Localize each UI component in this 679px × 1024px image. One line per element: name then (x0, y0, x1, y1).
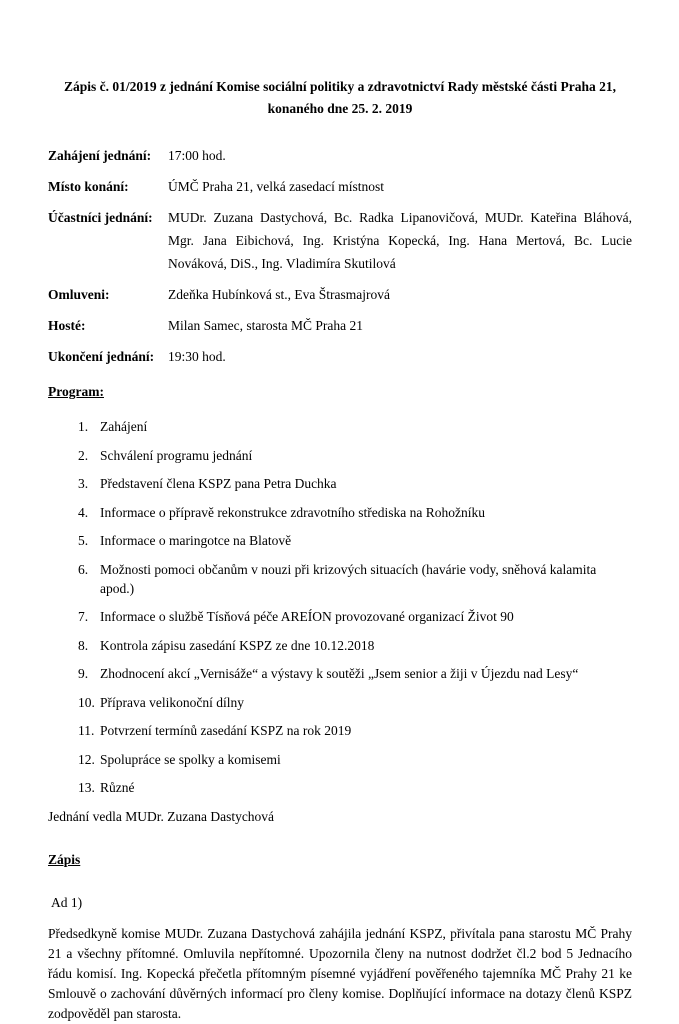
program-item-text: Schválení programu jednání (100, 447, 253, 463)
program-item (48, 636, 632, 655)
field-label: Omluveni: (48, 287, 110, 302)
program-item-number: 7. (78, 609, 89, 624)
program-item-text: Příprava velikonoční dílny (100, 694, 244, 710)
program-item (48, 607, 632, 626)
field-value: ÚMČ Praha 21, velká zasedací místnost (168, 179, 384, 194)
program-item-text: Zhodnocení akcí „Vernisáže“ a výstavy k soutěži „Jsem senior a žiji v Újezdu nad Lesy“ (100, 666, 579, 681)
program-item (48, 531, 632, 550)
program-item-number: 13. (78, 780, 95, 795)
program-item-text: Potvrzení termínů zasedání KSPZ na rok 2019 (100, 723, 352, 738)
program-item-number: 12. (78, 751, 95, 767)
field-label: Zahájení jednání: (48, 148, 152, 163)
chair-note: Jednání vedla MUDr. Zuzana Dastychová (48, 808, 275, 824)
field-row-start-time (48, 144, 632, 167)
document-title (48, 76, 632, 120)
field-value: 17:00 hod. (168, 148, 226, 163)
document-title-line2: konaného dne 25. 2. 2019 (267, 101, 413, 116)
program-item-text: Spolupráce se spolky a komisemi (100, 751, 281, 767)
program-item-number: 9. (78, 666, 89, 681)
program-item-number: 3. (78, 476, 89, 491)
field-value: Zdeňka Hubínková st., Eva Štrasmajrová (168, 287, 390, 302)
program-item-text: Informace o přípravě rekonstrukce zdravotního střediska na Rohožníku (100, 504, 485, 520)
program-item-text: Představení člena KSPZ pana Petra Duchka (100, 476, 337, 491)
program-item-text: Informace o službě Tísňová péče AREÍON provozované organizací Život 90 (100, 609, 514, 624)
ad1-paragraph: Předsedkyně komise MUDr. Zuzana Dastychová zahájila jednání KSPZ, přivítala pana starostu MČ Prahy 21 a všechny přítomné. Omluvila nepřítomné. Upozornila členy na nutnost dodržet čl.2 bod 5 Jednacího řádu komisí. Ing. Kopecká přečetla přítomným písemné vyjádření pověřeného tajemníka MČ Prahy 21 ke Smlouvě o zachování důvěrných informací pro členy komise. Doplňující informace na dotazy členů KSPZ zodpověděl pan starosta. (48, 925, 632, 1021)
field-label: Hosté: (48, 318, 86, 333)
program-item (48, 693, 632, 712)
program-item-number: 6. (78, 561, 89, 577)
program-item-text: Zahájení (100, 419, 148, 434)
ad1-label: Ad 1) (51, 894, 83, 910)
field-label: Místo konání: (48, 179, 129, 194)
program-item-text: Různé (100, 780, 135, 795)
program-item-number: 8. (78, 637, 89, 653)
program-item (48, 750, 632, 769)
field-row-excused (48, 283, 632, 306)
program-item-text: Možnosti pomoci občanům v nouzi při krizových situacích (havárie vody, sněhová kalamita apod.) (100, 561, 597, 596)
program-item (48, 721, 632, 740)
program-item (48, 446, 632, 465)
program-item-number: 5. (78, 533, 89, 548)
field-value: Milan Samec, starosta MČ Praha 21 (168, 318, 363, 333)
field-row-end-time (48, 345, 632, 368)
field-row-venue (48, 175, 632, 198)
field-label: Ukončení jednání: (48, 349, 155, 364)
field-label: Účastníci jednání: (48, 210, 153, 225)
field-value: 19:30 hod. (168, 349, 226, 364)
header-fields (48, 144, 632, 368)
zapis-heading: Zápis (48, 851, 81, 867)
program-item-number: 1. (78, 419, 89, 434)
program-item (48, 664, 632, 683)
program-heading: Program: (48, 384, 104, 399)
field-value: MUDr. Zuzana Dastychová, Bc. Radka Lipanovičová, MUDr. Kateřina Bláhová, Mgr. Jana Eibichová, Ing. Kristýna Kopecká, Ing. Hana Mertová, Bc. Lucie Nováková, DiS., Ing. Vladimíra Skutilová (168, 210, 632, 271)
program-list (48, 417, 632, 797)
program-item (48, 503, 632, 522)
program-item (48, 417, 632, 436)
program-item-text: Kontrola zápisu zasedání KSPZ ze dne 10.12.2018 (100, 637, 375, 653)
program-item (48, 474, 632, 493)
program-item (48, 778, 632, 797)
program-item-number: 4. (78, 504, 89, 520)
program-item-number: 11. (78, 723, 95, 738)
program-item (48, 560, 632, 598)
document-title-line1: Zápis č. 01/2019 z jednání Komise sociální politiky a zdravotnictví Rady městské části Praha 21, (64, 79, 616, 94)
program-item-text: Informace o maringotce na Blatově (100, 533, 292, 548)
field-row-guests (48, 314, 632, 337)
program-item-number: 10. (78, 694, 95, 710)
field-row-participants (48, 206, 632, 275)
program-item-number: 2. (78, 447, 89, 463)
